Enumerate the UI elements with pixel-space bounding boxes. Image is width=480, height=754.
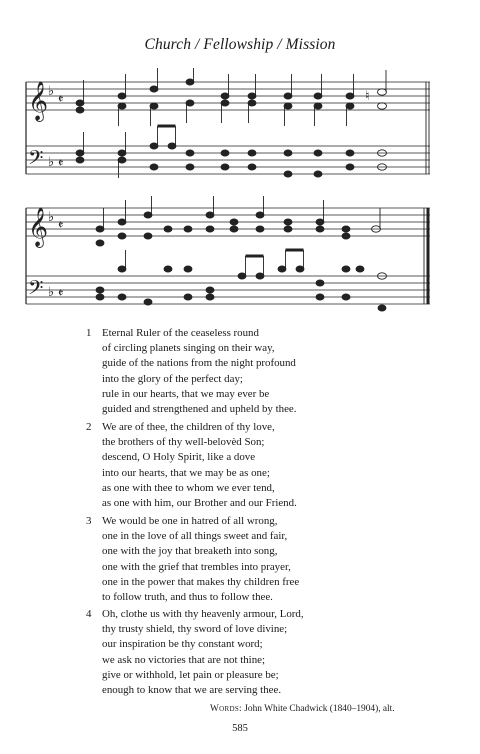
- svg-text:𝄵: 𝄵: [58, 218, 64, 232]
- verse-3: [86, 514, 300, 605]
- svg-text:♭: ♭: [48, 209, 55, 224]
- verse-line: Eternal Ruler of the ceaseless round: [102, 327, 259, 339]
- verse-line: our inspiration be thy constant word;: [102, 638, 263, 651]
- verse-line: guide of the nations from the night profound: [102, 357, 296, 370]
- svg-text:♭: ♭: [48, 83, 55, 98]
- verse-line: we ask no victories that are not thine;: [102, 653, 266, 666]
- verse-line: of circling planets singing on their way,: [102, 342, 275, 355]
- verse-1: [86, 326, 297, 417]
- verse-line: descend, O Holy Spirit, like a dove: [102, 451, 256, 464]
- verse-line: one with the joy that breaketh into song,: [102, 545, 278, 558]
- svg-text:𝄢: 𝄢: [28, 146, 44, 174]
- verse-line: rule in our hearts, that we may ever be: [102, 387, 270, 400]
- verse-line: enough to know that we are serving thee.: [102, 684, 282, 697]
- verse-line: Oh, clothe us with thy heavenly armour, Lord,: [102, 608, 304, 620]
- verse-line: guided and strengthened and upheld by thee.: [102, 403, 297, 416]
- verse-line: We would be one in hatred of all wrong,: [102, 515, 278, 527]
- music-system-2: [20, 196, 432, 324]
- verse-2: [86, 420, 297, 511]
- hymn-heading: Church / Fellowship / Mission: [144, 36, 336, 53]
- credit-text: John White Chadwick (1840–1904), alt.: [241, 704, 395, 714]
- music-system-1: [20, 68, 432, 186]
- verse-line: to follow truth, and thus to follow thee.: [102, 591, 273, 604]
- verse-line: the brothers of thy well-belovèd Son;: [102, 436, 265, 449]
- verse-line: into the glory of the perfect day;: [102, 372, 243, 385]
- svg-text:𝄞: 𝄞: [28, 81, 49, 121]
- verse-line: into our hearts, that we may be as one;: [102, 466, 270, 479]
- svg-text:𝄞: 𝄞: [28, 207, 49, 247]
- verse-line: one in the love of all things sweet and fair,: [102, 530, 288, 543]
- verse-line: one in the power that makes thy children free: [102, 575, 300, 588]
- verse-4: [86, 607, 304, 698]
- svg-text:𝄵: 𝄵: [58, 92, 64, 106]
- page-number: 585: [232, 723, 248, 734]
- verse-line: give or withhold, let pain or pleasure be;: [102, 668, 279, 681]
- verse-line: We are of thee, the children of thy love,: [102, 421, 275, 433]
- svg-text:𝄵: 𝄵: [58, 286, 64, 300]
- svg-text:𝄵: 𝄵: [58, 156, 64, 170]
- verse-number: 2: [86, 421, 92, 433]
- verse-number: 4: [86, 608, 92, 620]
- verse-line: as one with thee to whom we ever tend,: [102, 481, 275, 494]
- verse-line: thy trusty shield, thy sword of love divine;: [102, 623, 288, 636]
- words-credit: [210, 704, 395, 714]
- verse-line: one with the grief that trembles into prayer,: [102, 560, 291, 573]
- svg-text:♮: ♮: [365, 88, 370, 103]
- svg-text:𝄢: 𝄢: [28, 276, 44, 304]
- svg-text:♭: ♭: [48, 284, 55, 299]
- credit-label: Words:: [210, 704, 242, 714]
- verse-number: 3: [86, 515, 92, 527]
- verse-number: 1: [86, 327, 92, 339]
- verse-line: as one with him, our Brother and our Friend.: [102, 497, 297, 510]
- svg-text:♭: ♭: [48, 154, 55, 169]
